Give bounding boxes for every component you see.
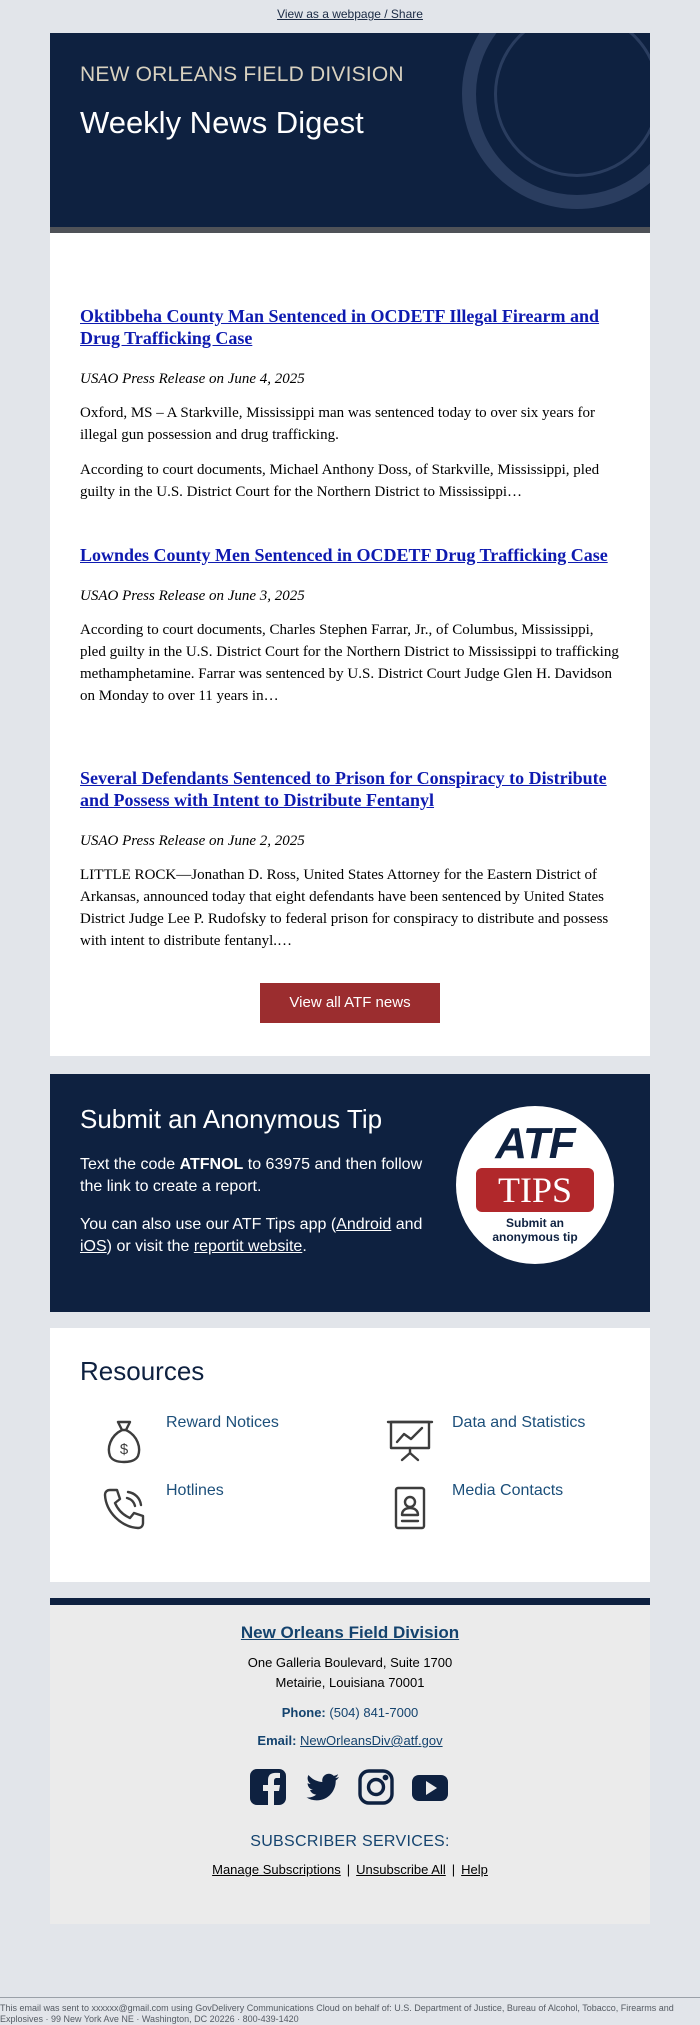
article-title-link[interactable]: Several Defendants Sentenced to Prison for Conspiracy to Distribute and Possess with Intent to Distribute Fentanyl [80, 768, 607, 810]
legal-divider [0, 1997, 700, 1998]
address-line2: Metairie, Louisiana 70001 [275, 1675, 425, 1690]
resource-label: Data and Statistics [452, 1414, 586, 1431]
tips-caption-line1: Submit an [505, 1216, 564, 1230]
manage-subscriptions-link[interactable]: Manage Subscriptions [212, 1862, 341, 1877]
article-paragraph: According to court documents, Charles Stephen Farrar, Jr., of Columbus, Mississippi, pled guilty in the U.S. District Court for the Northern District to Mississippi to trafficking methamphetamine. Farrar was sentenced by U.S. District Court Judge Glen H. Davidson on Monday to over 11 years in… [80, 622, 619, 704]
article-title-link[interactable]: Lowndes County Men Sentenced in OCDETF Drug Trafficking Case [80, 545, 608, 565]
tips-logo-caption [456, 1216, 614, 1244]
instagram-icon[interactable] [356, 1767, 396, 1807]
resource-label: Hotlines [166, 1482, 224, 1499]
phone-label: Phone: [281, 1705, 326, 1720]
ios-link[interactable]: iOS [80, 1238, 107, 1255]
tip-text-instructions [80, 1154, 430, 1198]
email-line [50, 1733, 650, 1748]
article-meta: USAO Press Release on June 3, 2025 [80, 588, 305, 604]
atf-logo-text: ATF [495, 1119, 575, 1168]
tips-logo-badge: TIPS [476, 1168, 594, 1212]
unsubscribe-all-link[interactable]: Unsubscribe All [356, 1862, 446, 1877]
tip-text-suffix: to 63975 and then follow the link to create a report. [80, 1156, 423, 1195]
separator: | [451, 1862, 456, 1877]
tips-caption-line2: anonymous tip [492, 1230, 578, 1244]
resource-media-contacts[interactable] [382, 1480, 632, 1540]
news-section [50, 233, 650, 1056]
phone-number: (504) 841-7000 [329, 1705, 419, 1720]
resource-hotlines[interactable] [96, 1480, 346, 1540]
separator: | [346, 1862, 351, 1877]
tip-code: ATFNOL [179, 1156, 244, 1173]
tip-heading: Submit an Anonymous Tip [80, 1104, 383, 1134]
money-bag-icon [96, 1412, 152, 1468]
atf-tips-logo[interactable] [456, 1106, 614, 1264]
article-meta: USAO Press Release on June 4, 2025 [80, 371, 305, 387]
tip-app-prefix: You can also use our ATF Tips app ( [80, 1216, 337, 1233]
article-paragraph: Oxford, MS – A Starkville, Mississippi man was sentenced today to over six years for illegal gun possession and drug trafficking. [80, 405, 595, 443]
article-meta: USAO Press Release on June 2, 2025 [80, 833, 305, 849]
subscriber-services-heading: SUBSCRIBER SERVICES: [250, 1833, 450, 1850]
field-division-title: NEW ORLEANS FIELD DIVISION [80, 63, 404, 86]
anonymous-tip-section [50, 1074, 650, 1312]
resource-label: Media Contacts [452, 1482, 564, 1499]
field-division-link[interactable]: New Orleans Field Division [240, 1623, 460, 1642]
tip-app-text [80, 1214, 440, 1258]
resource-label: Reward Notices [166, 1414, 279, 1431]
help-link[interactable]: Help [461, 1862, 488, 1877]
news-article [80, 305, 620, 503]
svg-text:$: $ [119, 1441, 129, 1458]
article-paragraph: According to court documents, Michael Anthony Doss, of Starkville, Mississippi, pled guilty in the U.S. District Court for the Northern District to Mississippi… [80, 462, 600, 500]
subscriber-links [50, 1862, 650, 1877]
article-title-link[interactable]: Oktibbeha County Man Sentenced in OCDETF Illegal Firearm and Drug Trafficking Case [80, 306, 600, 348]
address-line1: One Galleria Boulevard, Suite 1700 [247, 1655, 453, 1670]
news-article [80, 767, 620, 952]
tip-mid: ) or visit the [106, 1238, 194, 1255]
twitter-icon[interactable] [302, 1767, 342, 1807]
resources-section [50, 1328, 650, 1582]
resource-data-statistics[interactable] [382, 1412, 632, 1472]
newsletter-title: Weekly News Digest [80, 105, 364, 140]
facebook-icon[interactable] [248, 1767, 288, 1807]
legal-notice: This email was sent to xxxxxx@gmail.com using GovDelivery Communications Cloud on behalf of: U.S. Department of Justice, Bureau of Alcohol, Tobacco, Firearms and Explosives · 99 New York Ave NE · Washington, DC 20226 · 800-439-1420 [0, 2003, 674, 2024]
phone-line [50, 1705, 650, 1720]
email-link[interactable]: NewOrleansDiv@atf.gov [300, 1733, 443, 1748]
footer [50, 1598, 650, 1924]
contact-card-icon [382, 1480, 438, 1536]
phone-icon [96, 1480, 152, 1536]
header-banner [50, 33, 650, 233]
news-article [80, 544, 620, 707]
view-all-news-button[interactable]: View all ATF news [260, 983, 440, 1023]
reportit-link[interactable]: reportit website [193, 1238, 303, 1255]
article-paragraph: LITTLE ROCK—Jonathan D. Ross, United States Attorney for the Eastern District of Arkansas, announced today that eight defendants have been sentenced by United States District Judge Lee P. Rudofsky to federal prison for conspiracy to distribute and possess with intent to distribute fentanyl.… [80, 867, 609, 949]
android-link[interactable]: Android [336, 1216, 392, 1233]
resources-heading: Resources [80, 1356, 205, 1386]
view-as-webpage-link[interactable]: View as a webpage / Share [277, 7, 423, 21]
tip-text-prefix: Text the code [80, 1156, 180, 1173]
email-label: Email: [257, 1733, 297, 1748]
tip-end: . [302, 1238, 307, 1255]
address [50, 1653, 650, 1693]
tip-and: and [391, 1216, 423, 1233]
chart-presentation-icon [382, 1412, 438, 1468]
youtube-icon[interactable] [410, 1767, 450, 1807]
social-links [248, 1767, 452, 1809]
resource-reward-notices[interactable] [96, 1412, 346, 1472]
